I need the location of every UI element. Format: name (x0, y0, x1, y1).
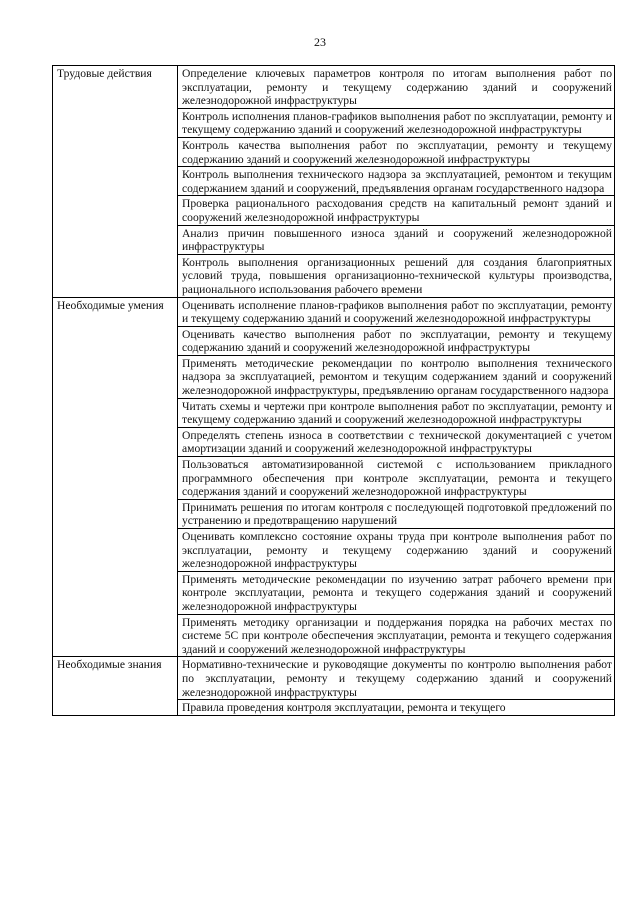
page-number: 23 (314, 35, 326, 49)
table-cell: Правила проведения контроля эксплуатации, ремонта и текущего (178, 700, 615, 716)
row-label-required-knowledge: Необходимые знания (53, 657, 178, 715)
table-cell: Оценивать комплексно состояние охраны труда при контроле выполнения работ по эксплуатации, ремонту и текущему содержанию зданий и сооружений железнодорожной инфраструктуры (178, 529, 615, 572)
table-cell: Проверка рационального расходования средств на капитальный ремонт зданий и сооружений железнодорожной инфраструктуры (178, 196, 615, 225)
table-cell: Определение ключевых параметров контроля по итогам выполнения работ по эксплуатации, ремонту и текущему содержанию зданий и сооружений железнодорожной инфраструктуры (178, 66, 615, 109)
table-cell: Оценивать исполнение планов-графиков выполнения работ по эксплуатации, ремонту и текущему содержанию зданий и сооружений железнодорожной инфраструктуры (178, 297, 615, 326)
competency-table (52, 65, 615, 716)
table-cell: Анализ причин повышенного износа зданий и сооружений железнодорожной инфраструктуры (178, 225, 615, 254)
table-cell: Контроль выполнения организационных решений для создания благоприятных условий труда, повышения организационно-технической культуры производства, рационального использования рабочего времени (178, 254, 615, 297)
table-cell: Нормативно-технические и руководящие документы по контролю выполнения работ по эксплуатации, ремонту и текущему содержанию зданий и сооружений железнодорожной инфраструктуры (178, 657, 615, 700)
row-label-labor-actions: Трудовые действия (53, 66, 178, 298)
table-cell: Контроль качества выполнения работ по эксплуатации, ремонту и текущему содержанию зданий и сооружений железнодорожной инфраструктуры (178, 137, 615, 166)
table-cell: Принимать решения по итогам контроля с последующей подготовкой предложений по устранению и предотвращению нарушений (178, 499, 615, 528)
table-cell: Пользоваться автоматизированной системой с использованием прикладного программного обеспечения при контроле эксплуатации, ремонта и текущего содержания зданий и сооружений железнодорожной инфраструктуры (178, 457, 615, 500)
table-cell: Применять методику организации и поддержания порядка на рабочих местах по системе 5С при контроле обеспечения эксплуатации, ремонта и текущего содержания зданий и сооружений железнодорожной инфраструктуры (178, 614, 615, 657)
table-cell: Контроль исполнения планов-графиков выполнения работ по эксплуатации, ремонту и текущему содержанию зданий и сооружений железнодорожной инфраструктуры (178, 108, 615, 137)
row-label-required-skills: Необходимые умения (53, 297, 178, 657)
table-cell: Оценивать качество выполнения работ по эксплуатации, ремонту и текущему содержанию зданий и сооружений железнодорожной инфраструктуры (178, 326, 615, 355)
table-row (53, 66, 615, 109)
table-cell: Контроль выполнения технического надзора за эксплуатацией, ремонтом и текущим содержанием зданий и сооружений, предъявления органам государственного надзора (178, 167, 615, 196)
table-cell: Определять степень износа в соответствии с технической документацией с учетом амортизации зданий и сооружений железнодорожной инфраструктуры (178, 427, 615, 456)
table-row (53, 657, 615, 700)
table-cell: Применять методические рекомендации по изучению затрат рабочего времени при контроле эксплуатации, ремонта и текущего содержания зданий и сооружений железнодорожной инфраструктуры (178, 571, 615, 614)
table-cell: Читать схемы и чертежи при контроле выполнения работ по эксплуатации, ремонту и текущему содержанию зданий и сооружений железнодорожной инфраструктуры (178, 398, 615, 427)
table-cell: Применять методические рекомендации по контролю выполнения технического надзора за эксплуатацией, ремонтом и текущим содержанием зданий и сооружений железнодорожной инфраструктуры, предъявлению органам государственного надзора (178, 355, 615, 398)
table-row (53, 297, 615, 326)
